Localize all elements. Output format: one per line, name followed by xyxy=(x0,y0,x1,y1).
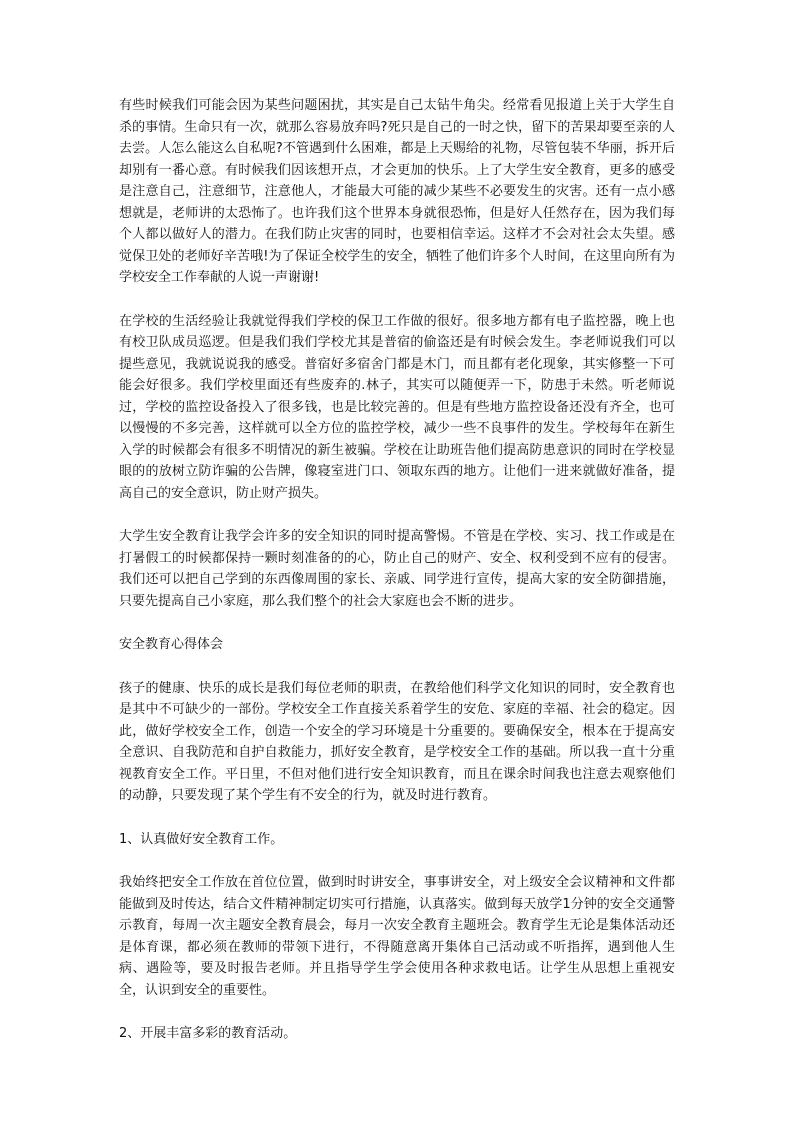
document-body xyxy=(119,95,675,1067)
list-heading-2: 2、开展丰富多彩的教育活动。 xyxy=(119,1026,297,1041)
paragraph-safety-knowledge: 大学生安全教育让我学会许多的安全知识的同时提高警惕。不管是在学校、实习、找工作或是在打暑假工的时候都保持一颗时刻准备的的心，防止自己的财产、安全、权利受到不应有的侵害。我们还可以把自己学到的东西像周围的家长、亲戚、同学进行宣传，提高大家的安全防御措施，只要先提高自己小家庭，那么我们整个的社会大家庭也会不断的进步。 xyxy=(119,529,675,609)
paragraph-campus-security: 在学校的生活经验让我就觉得我们学校的保卫工作做的很好。很多地方都有电子监控器，晚上也有校卫队成员巡逻。但是我们我们学校尤其是普宿的偷盗还是有时候会发生。李老师说我们可以提些意见，我就说说我的感受。普宿好多宿舍门都是木门，而且都有老化现象，其实修整一下可能会好很多。我们学校里面还有些废弃的.林子，其实可以随便弄一下，防患于未然。听老师说过，学校的监控设备投入了很多钱，也是比较完善的。但是有些地方监控设备还没有齐全，也可以慢慢的不多完善，这样就可以全方位的监控学校，减少一些不良事件的发生。学校每年在新生入学的时候都会有很多不明情况的新生被骗。学校在让助班告他们提高防患意识的同时在学校显眼的的放树立防诈骗的公告牌，像寝室进门口、领取东西的地方。让他们一进来就做好准备，提高自己的安全意识，防止财产损失。 xyxy=(119,313,675,501)
paragraph-suicide-reflection: 有些时候我们可能会因为某些问题困扰，其实是自己太钻牛角尖。经常看见报道上关于大学生自杀的事情。生命只有一次，就那么容易放弃吗?死只是自己的一时之快，留下的苦果却要至亲的人去尝。人怎么能这么自私呢?不管遇到什么困难，都是上天赐给的礼物，尽管包装不华丽，拆开后却别有一番心意。有时候我们因该想开点，才会更加的快乐。上了大学生安全教育，更多的感受是注意自己，注意细节，注意他人，才能最大可能的减少某些不必要发生的灾害。还有一点小感想就是，老师讲的太恐怖了。也许我们这个世界本身就很恐怖，但是好人任然存在，因为我们每个人都以做好人的潜力。在我们防止灾害的同时，也要相信幸运。这样才不会对社会太失望。感觉保卫处的老师好辛苦哦!为了保证全校学生的安全，牺牲了他们许多个人时间，在这里向所有为学校安全工作奉献的人说一声谢谢! xyxy=(119,98,675,285)
paragraph-safety-work: 我始终把安全工作放在首位位置，做到时时讲安全，事事讲安全，对上级安全会议精神和文件都能做到及时传达，结合文件精神制定切实可行措施，认真落实。做到每天放学1分钟的安全交通警示教育，每周一次主题安全教育晨会，每月一次安全教育主题班会。教育学生无论是集体活动还是体育课，都必须在教师的带领下进行，不得随意离开集体自己活动或不听指挥，遇到他人生病、遇险等，要及时报告老师。并且指导学生学会使用各种求救电话。让学生从思想上重视安全，认识到安全的重要性。 xyxy=(119,875,675,998)
section-heading-safety-education: 安全教育心得体会 xyxy=(119,637,224,652)
paragraph-teacher-duty: 孩子的健康、快乐的成长是我们每位老师的职责，在教给他们科学文化知识的同时，安全教育也是其中不可缺少的一部份。学校安全工作直接关系着学生的安危、家庭的幸福、社会的稳定。因此，做好学校安全工作，创造一个安全的学习环境是十分重要的。要确保安全，根本在于提高安全意识、自我防范和自护自救能力，抓好安全教育，是学校安全工作的基础。所以我一直十分重视教育安全工作。平日里，不但对他们进行安全知识教育，而且在课余时间我也注意去观察他们的动静，只要发现了某个学生有不安全的行为，就及时进行教育。 xyxy=(119,680,675,803)
list-heading-1: 1、认真做好安全教育工作。 xyxy=(119,831,284,847)
